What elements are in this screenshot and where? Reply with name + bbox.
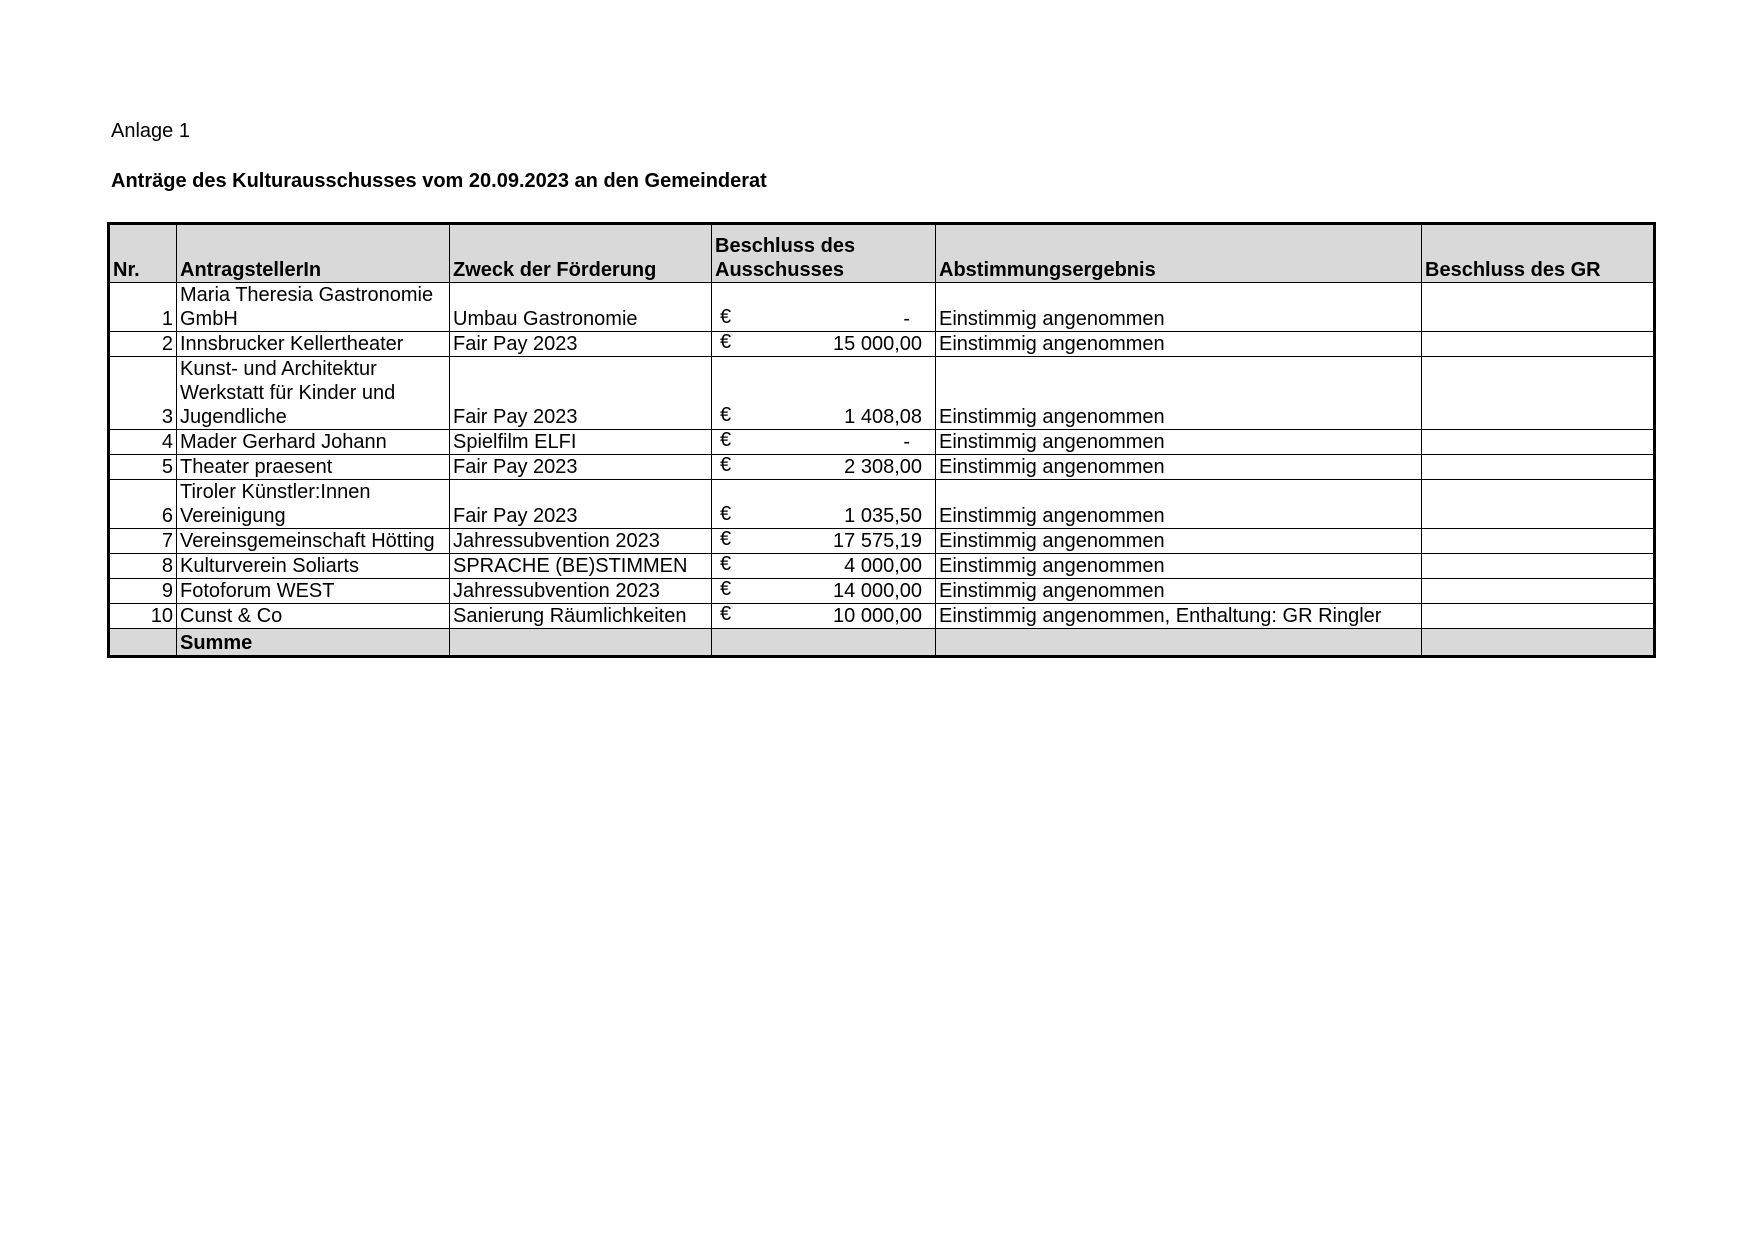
row-zweck: Fair Pay 2023 (450, 357, 712, 430)
currency-symbol: € (720, 429, 732, 451)
row-zweck: Sanierung Räumlichkeiten (450, 604, 712, 629)
row-zweck: Umbau Gastronomie (450, 283, 712, 332)
header-beschluss-ausschuss: Beschluss des Ausschusses (712, 224, 936, 283)
currency-symbol: € (720, 578, 732, 600)
amount-value: 15 000,00 (833, 333, 922, 355)
row-beschluss-gr (1422, 455, 1655, 480)
amount-value: 10 000,00 (833, 605, 922, 627)
row-betrag (712, 357, 936, 430)
sum-label: Summe (177, 629, 450, 657)
row-betrag (712, 579, 936, 604)
table-row (109, 579, 1655, 604)
row-betrag (712, 604, 936, 629)
sum-row (109, 629, 1655, 657)
row-beschluss-gr (1422, 554, 1655, 579)
amount-value: 1 408,08 (844, 406, 922, 428)
table-row (109, 554, 1655, 579)
amount-value: 2 308,00 (844, 456, 922, 478)
header-zweck: Zweck der Förderung (450, 224, 712, 283)
row-betrag (712, 430, 936, 455)
row-zweck: Fair Pay 2023 (450, 480, 712, 529)
amount-value: 4 000,00 (844, 555, 922, 577)
row-beschluss-gr (1422, 332, 1655, 357)
currency-symbol: € (720, 454, 732, 476)
amount-value: 17 575,19 (833, 530, 922, 552)
row-abstimmung: Einstimmig angenommen (936, 529, 1422, 554)
currency-symbol: € (720, 553, 732, 575)
sum-betrag-cell (712, 629, 936, 657)
row-abstimmung: Einstimmig angenommen (936, 283, 1422, 332)
row-nr: 6 (109, 480, 177, 529)
row-nr: 7 (109, 529, 177, 554)
row-nr: 3 (109, 357, 177, 430)
table-row (109, 283, 1655, 332)
header-beschluss-gr: Beschluss des GR (1422, 224, 1655, 283)
row-beschluss-gr (1422, 357, 1655, 430)
row-antragsteller: Fotoforum WEST (177, 579, 450, 604)
table-row (109, 604, 1655, 629)
row-abstimmung: Einstimmig angenommen (936, 480, 1422, 529)
header-nr: Nr. (109, 224, 177, 283)
amount-value: 14 000,00 (833, 580, 922, 602)
row-betrag (712, 480, 936, 529)
table-row (109, 357, 1655, 430)
table-header-row (109, 224, 1655, 283)
row-beschluss-gr (1422, 480, 1655, 529)
row-abstimmung: Einstimmig angenommen (936, 554, 1422, 579)
row-nr: 9 (109, 579, 177, 604)
row-betrag (712, 283, 936, 332)
row-antragsteller: Tiroler Künstler:Innen Vereinigung (177, 480, 450, 529)
row-nr: 10 (109, 604, 177, 629)
currency-symbol: € (720, 306, 732, 328)
amount-value: - (903, 431, 910, 453)
attachment-label: Anlage 1 (111, 120, 190, 142)
row-nr: 4 (109, 430, 177, 455)
row-antragsteller: Theater praesent (177, 455, 450, 480)
row-beschluss-gr (1422, 579, 1655, 604)
table-row (109, 332, 1655, 357)
sum-abstimmung-cell (936, 629, 1422, 657)
row-betrag (712, 529, 936, 554)
row-antragsteller: Maria Theresia Gastronomie GmbH (177, 283, 450, 332)
sum-gr-cell (1422, 629, 1655, 657)
applications-table (107, 222, 1656, 658)
table-row (109, 529, 1655, 554)
row-nr: 1 (109, 283, 177, 332)
row-abstimmung: Einstimmig angenommen (936, 579, 1422, 604)
row-betrag (712, 332, 936, 357)
sum-nr-cell (109, 629, 177, 657)
row-beschluss-gr (1422, 430, 1655, 455)
row-antragsteller: Vereinsgemeinschaft Hötting (177, 529, 450, 554)
header-abstimmung: Abstimmungsergebnis (936, 224, 1422, 283)
row-abstimmung: Einstimmig angenommen, Enthaltung: GR Ringler (936, 604, 1422, 629)
row-antragsteller: Innsbrucker Kellertheater (177, 332, 450, 357)
document-title: Anträge des Kulturausschusses vom 20.09.2023 an den Gemeinderat (111, 170, 767, 192)
header-antragsteller: AntragstellerIn (177, 224, 450, 283)
row-zweck: SPRACHE (BE)STIMMEN (450, 554, 712, 579)
currency-symbol: € (720, 404, 732, 426)
table-row (109, 480, 1655, 529)
currency-symbol: € (720, 503, 732, 525)
row-beschluss-gr (1422, 283, 1655, 332)
row-abstimmung: Einstimmig angenommen (936, 430, 1422, 455)
row-antragsteller: Cunst & Co (177, 604, 450, 629)
currency-symbol: € (720, 331, 732, 353)
row-abstimmung: Einstimmig angenommen (936, 455, 1422, 480)
row-beschluss-gr (1422, 529, 1655, 554)
row-nr: 8 (109, 554, 177, 579)
row-nr: 2 (109, 332, 177, 357)
row-abstimmung: Einstimmig angenommen (936, 332, 1422, 357)
row-nr: 5 (109, 455, 177, 480)
row-zweck: Fair Pay 2023 (450, 332, 712, 357)
row-antragsteller: Mader Gerhard Johann (177, 430, 450, 455)
currency-symbol: € (720, 603, 732, 625)
sum-zweck-cell (450, 629, 712, 657)
table-row (109, 430, 1655, 455)
amount-value: 1 035,50 (844, 505, 922, 527)
row-abstimmung: Einstimmig angenommen (936, 357, 1422, 430)
table-row (109, 455, 1655, 480)
row-zweck: Spielfilm ELFI (450, 430, 712, 455)
row-beschluss-gr (1422, 604, 1655, 629)
currency-symbol: € (720, 528, 732, 550)
row-zweck: Jahressubvention 2023 (450, 579, 712, 604)
row-zweck: Jahressubvention 2023 (450, 529, 712, 554)
row-antragsteller: Kunst- und Architektur Werkstatt für Kinder und Jugendliche (177, 357, 450, 430)
row-zweck: Fair Pay 2023 (450, 455, 712, 480)
row-betrag (712, 554, 936, 579)
amount-value: - (903, 308, 910, 330)
row-betrag (712, 455, 936, 480)
table-body (109, 283, 1655, 629)
row-antragsteller: Kulturverein Soliarts (177, 554, 450, 579)
